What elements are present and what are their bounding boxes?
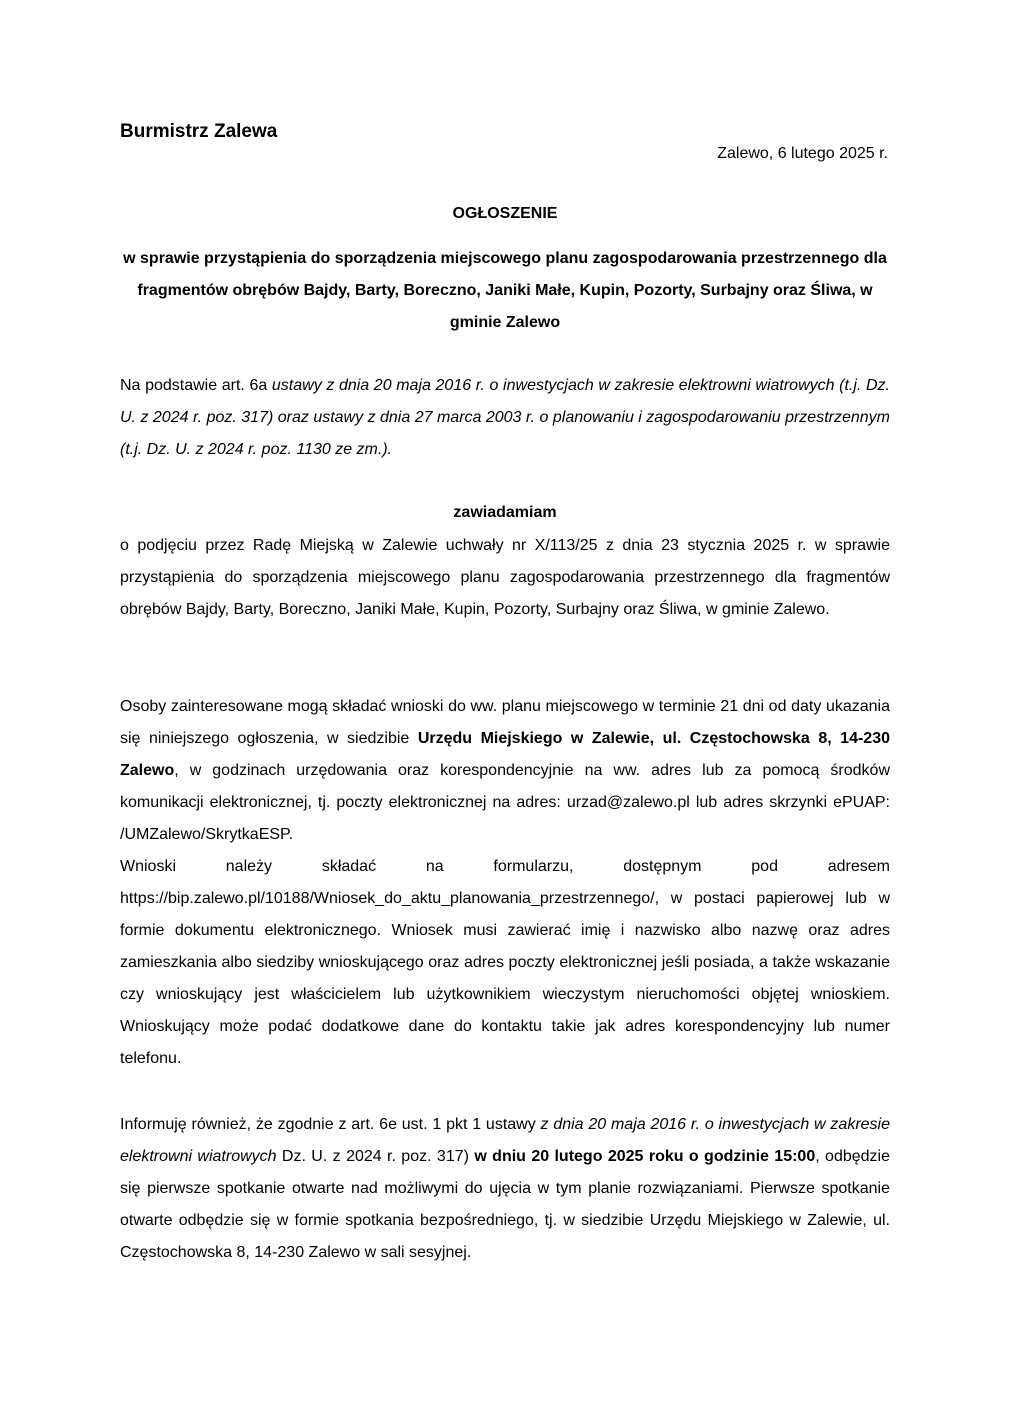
- applications-text-1: Osoby zainteresowane mogą składać wnioski do ww. planu miejscowego w terminie 21 dni od daty ukazania się niniejszego ogłoszenia, w siedzibie: [120, 698, 890, 747]
- legal-basis-law: ustawy z dnia 20 maja 2016 r. o inwestycjach w zakresie elektrowni wiatrowych (t.j. Dz. U. z 2024 r. poz. 317) oraz ustawy z dnia 27 marca 2003 r. o planowaniu i zagospodarowaniu przestrzennym (t.j. Dz. U. z 2024 r. poz. 1130 ze zm.).: [120, 377, 890, 458]
- document-subject: w sprawie przystąpienia do sporządzenia miejscowego planu zagospodarowania przestrzennego dla fragmentów obrębów Bajdy, Barty, Boreczno, Janiki Małe, Kupin, Pozorty, Surbajny oraz Śliwa, w gminie Zalewo: [123, 250, 887, 331]
- office-address: Urzędu Miejskiego w Zalewie, ul. Częstochowska 8, 14-230 Zalewo: [120, 730, 890, 779]
- meeting-law: z dnia 20 maja 2016 r. o inwestycjach w zakresie elektrowni wiatrowych: [120, 1116, 890, 1165]
- sender-name: Burmistrz Zalewa: [120, 121, 278, 142]
- applications-text-2: , w godzinach urzędowania oraz korespondencyjnie na ww. adres lub za pomocą środków komunikacji elektronicznej, tj. poczty elektronicznej na adres: urzad@zalewo.pl lub adres skrzynki ePUAP: /UMZalewo/SkrytkaESP.: [120, 762, 890, 843]
- meeting-paragraph: [120, 1109, 890, 1269]
- document-date: Zalewo, 6 lutego 2025 r.: [717, 145, 888, 162]
- forms-paragraph: Wnioski należy składać na formularzu, dostępnym pod adresem https://bip.zalewo.pl/10188/Wniosek_do_aktu_planowania_przestrzennego/, w postaci papierowej lub w formie dokumentu elektronicznego. Wniosek musi zawierać imię i nazwisko albo nazwę oraz adres zamieszkania albo siedziby wnioskującego oraz adres poczty elektronicznej jeśli posiada, a także wskazanie czy wnioskujący jest właścicielem lub użytkownikiem wieczystym nieruchomości objętej wnioskiem. Wnioskujący może podać dodatkowe dane do kontaktu takie jak adres korespondencyjny lub numer telefonu.: [120, 858, 890, 1067]
- meeting-text-2: Dz. U. z 2024 r. poz. 317): [276, 1148, 475, 1165]
- legal-basis-paragraph: [120, 370, 890, 466]
- legal-basis-prefix: Na podstawie art. 6a: [120, 377, 272, 394]
- meeting-datetime: w dniu 20 lutego 2025 roku o godzinie 15:00: [474, 1148, 816, 1165]
- notify-heading: zawiadamiam: [453, 504, 557, 521]
- notify-paragraph: o podjęciu przez Radę Miejską w Zalewie uchwały nr X/113/25 z dnia 23 stycznia 2025 r. w sprawie przystąpienia do sporządzenia miejscowego planu zagospodarowania przestrzennego dla fragmentów obrębów Bajdy, Barty, Boreczno, Janiki Małe, Kupin, Pozorty, Surbajny oraz Śliwa, w gminie Zalewo.: [120, 537, 890, 618]
- meeting-text-1: Informuję również, że zgodnie z art. 6e ust. 1 pkt 1 ustawy: [120, 1116, 541, 1133]
- document-title: OGŁOSZENIE: [452, 205, 558, 222]
- meeting-text-3: , odbędzie się pierwsze spotkanie otwarte nad możliwymi do ujęcia w tym planie rozwiązaniami. Pierwsze spotkanie otwarte odbędzie się w formie spotkania bezpośredniego, tj. w siedzibie Urzędu Miejskiego w Zalewie, ul. Częstochowska 8, 14-230 Zalewo w sali sesyjnej.: [120, 1148, 891, 1261]
- applications-paragraph: [120, 691, 890, 851]
